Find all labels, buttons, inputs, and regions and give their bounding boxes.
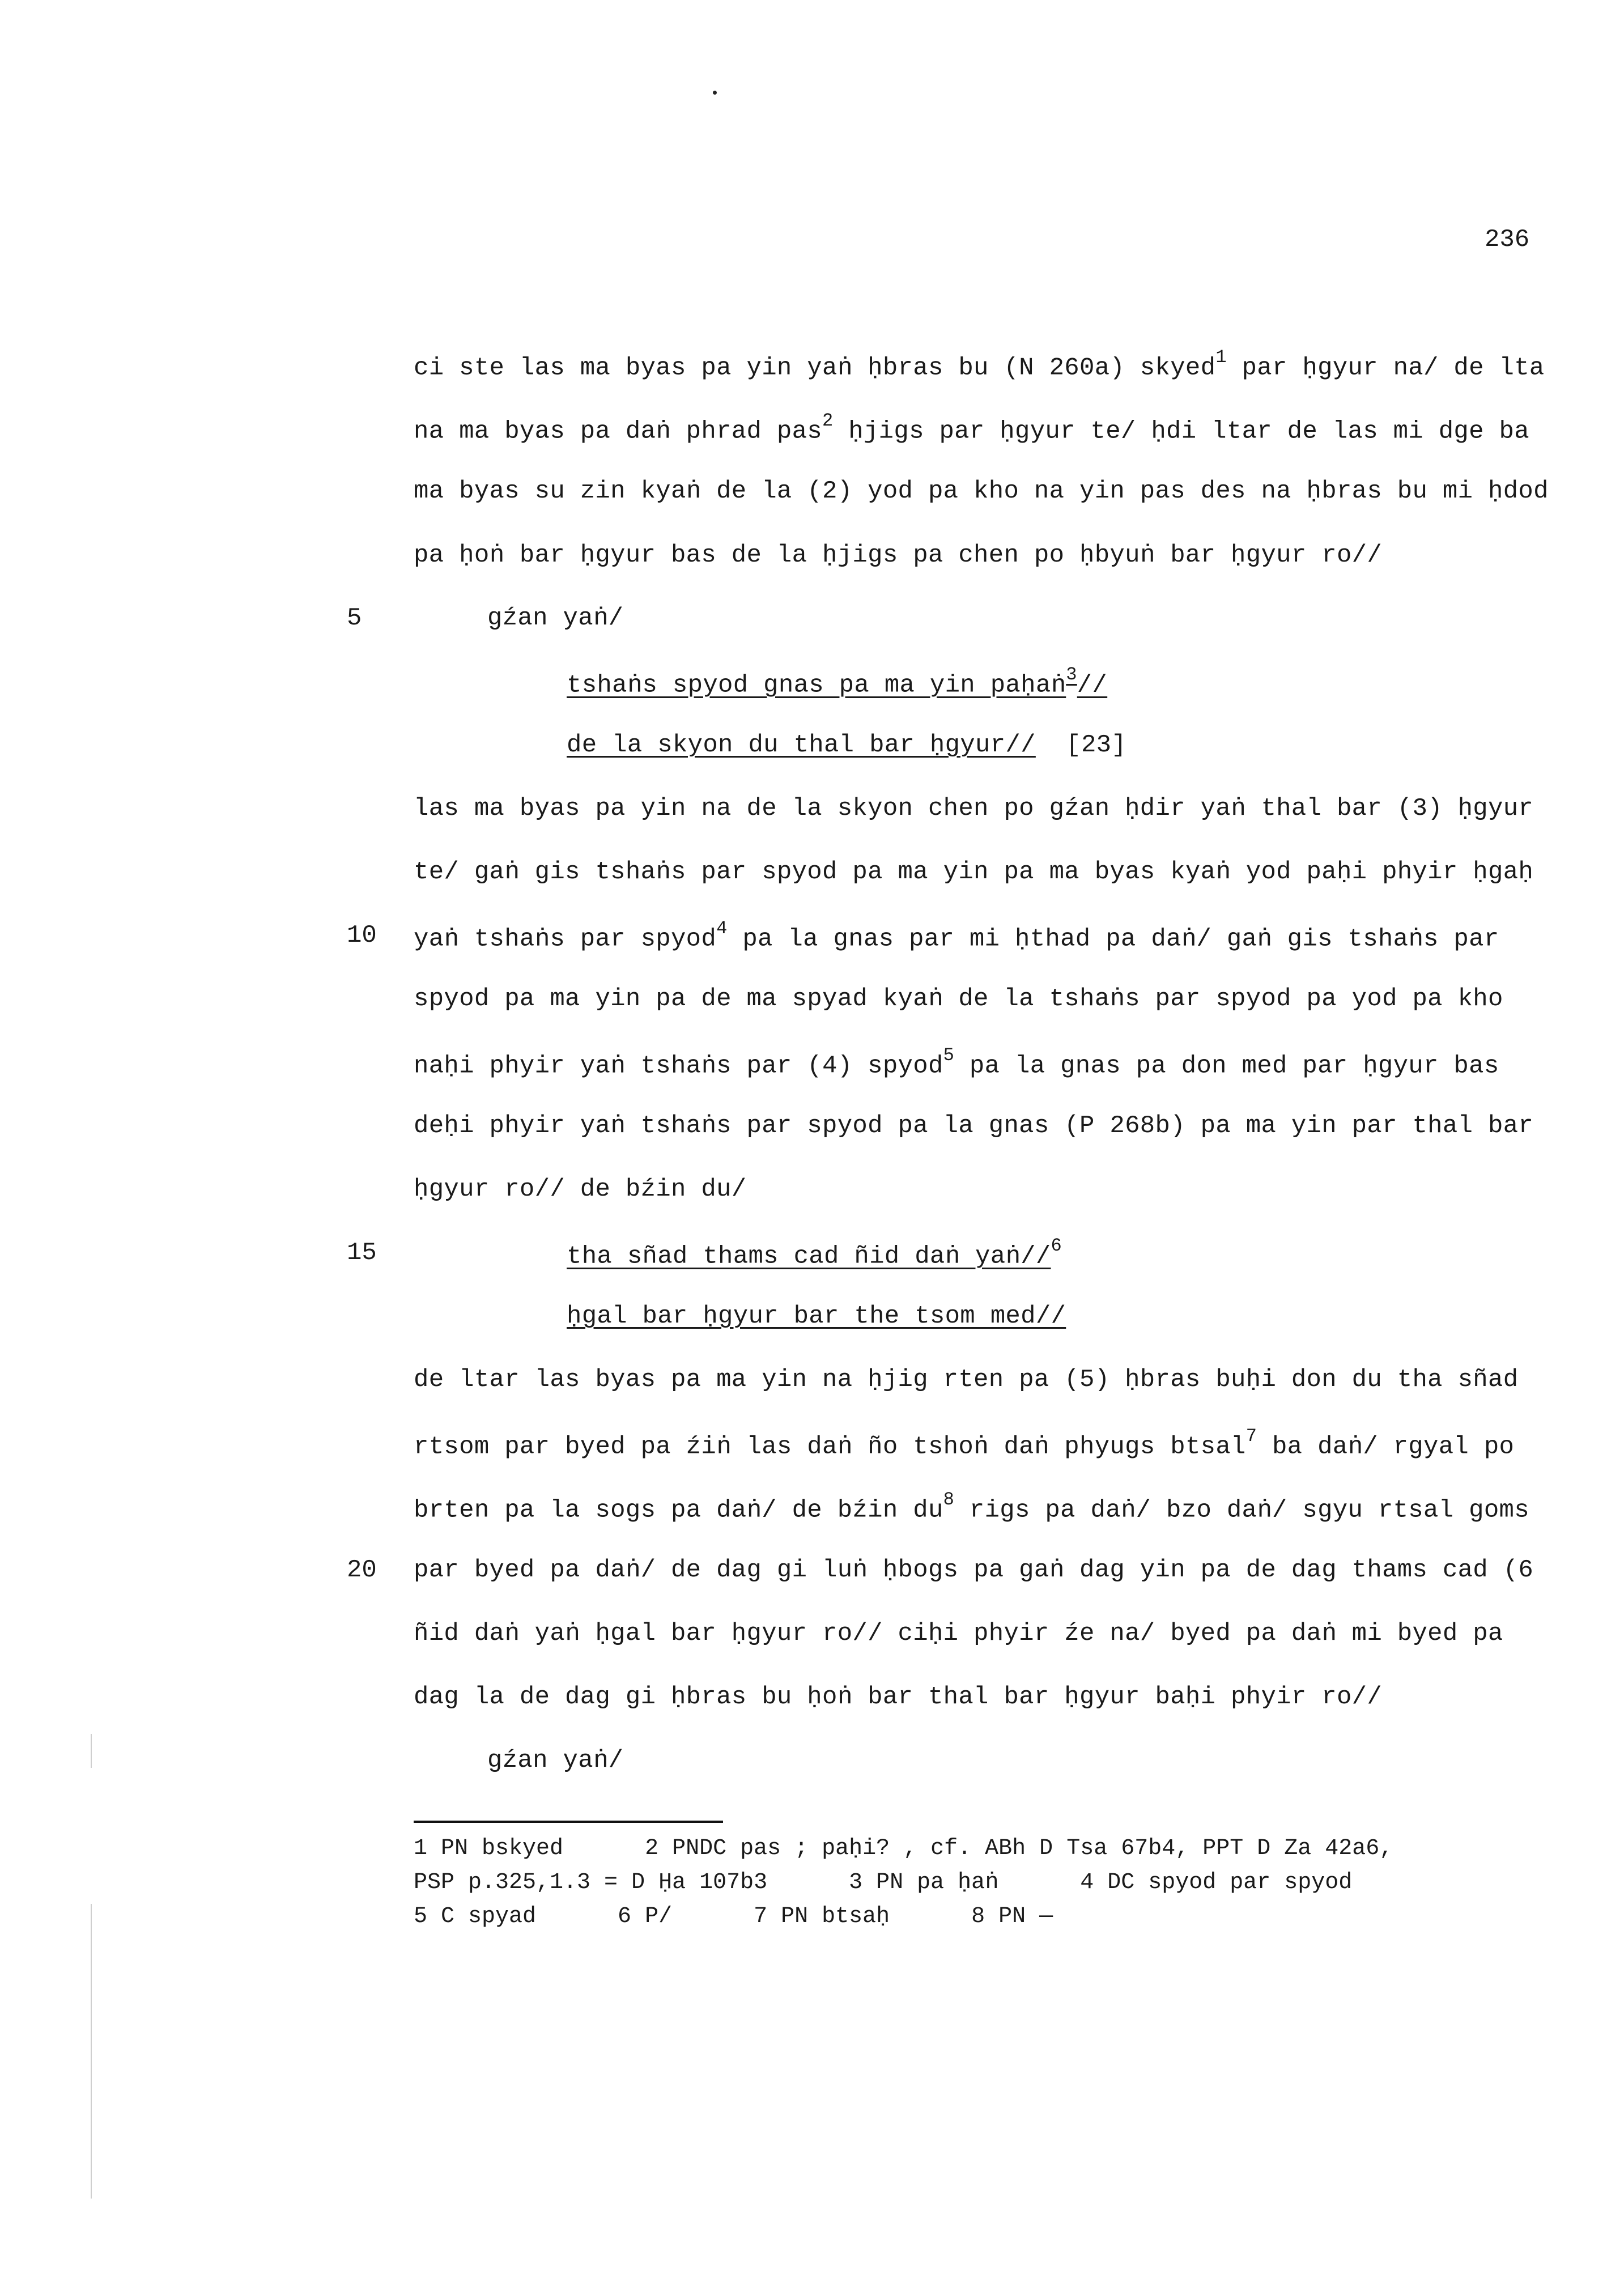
text-line: yaṅ tshaṅs par spyod$^4$ pa la gnas par mi ḥthad pa daṅ/ gaṅ gis tshaṅs par (414, 918, 1499, 954)
verse-line: ḥgal bar ḥgyur bar the tsom med// (567, 1302, 1066, 1330)
line-number: 5 (347, 604, 362, 632)
footnote-line: 5 C spyad 6 P/ 7 PN btsaḥ 8 PN — (414, 1904, 1053, 1929)
text-line: spyod pa ma yin pa de ma spyad kyaṅ de la tshaṅs par spyod pa yod pa kho (414, 985, 1503, 1013)
line-number: 10 (347, 921, 377, 950)
text-line: dag la de dag gi ḥbras bu ḥoṅ bar thal bar ḥgyur baḥi phyir ro// (414, 1683, 1383, 1711)
text-line: gźan yaṅ/ (487, 604, 624, 632)
text-line: na ma byas pa daṅ phrad pas$^2$ ḥjigs par ḥgyur te/ ḥdi ltar de las mi dge ba (414, 410, 1529, 446)
page-number: 236 (1485, 226, 1530, 254)
text-line: de ltar las byas pa ma yin na ḥjig rten pa (5) ḥbras buḥi don du tha sñad (414, 1366, 1519, 1394)
text-line: brten pa la sogs pa daṅ/ de bźin $du^8$ rigs pa daṅ/ bzo daṅ/ sgyu rtsal goms (414, 1489, 1529, 1525)
footnote-rule (414, 1821, 723, 1823)
text-line: gźan yaṅ/ (487, 1746, 624, 1775)
footnote-line: PSP p.325,1.3 = D Ḥa 107b3 3 PN pa ḥaṅ 4 DC spyod par spyod (414, 1870, 1353, 1895)
text-line: rtsom par byed pa źiṅ las daṅ ño tshoṅ daṅ phyugs btsal$^7$ ba daṅ/ rgyal po (414, 1426, 1515, 1461)
verse-line: de la skyon du thal bar ḥgyur// [23] (567, 731, 1127, 759)
text-line: ma byas su zin kyaṅ de la (2) yod pa kho na yin pas des na ḥbras bu mi ḥdod (414, 477, 1549, 505)
line-number: 20 (347, 1556, 377, 1584)
text-line: ḥgyur ro// de bźin du/ (414, 1175, 747, 1204)
text-line: ñid daṅ yaṅ ḥgal bar ḥgyur ro// ciḥi phyir źe na/ byed pa daṅ mi byed pa (414, 1619, 1503, 1648)
text-line: par byed pa daṅ/ de dag gi luṅ ḥbogs pa gaṅ dag yin pa de dag thams cad (6 (414, 1556, 1534, 1584)
text-line: naḥi phyir yaṅ tshaṅs par (4) spyod$^5$ pa la gnas pa don med par ḥgyur bas (414, 1045, 1499, 1081)
text-line: pa ḥoṅ bar ḥgyur bas de la ḥjigs pa chen po ḥbyuṅ bar ḥgyur ro// (414, 541, 1383, 569)
verse-line: tha sñad thams cad ñid daṅ yaṅ//$^6$ (567, 1235, 1062, 1271)
text-line: las ma byas pa yin na de la skyon chen po gźan ḥdir yaṅ thal bar (3) ḥgyur (414, 794, 1534, 823)
line-number: 15 (347, 1239, 377, 1267)
stray-dot (713, 91, 717, 95)
footnote-line: 1 PN bskyed 2 PNDC pas ; paḥi? , cf. ABh D Tsa 67b4, PPT D Za 42a6, (414, 1836, 1393, 1861)
text-line: te/ gaṅ gis tshaṅs par spyod pa ma yin pa ma byas kyaṅ yod paḥi phyir ḥgaḥ (414, 858, 1534, 886)
scan-edge-mark (91, 1734, 92, 1768)
verse-line: tshaṅs spyod gnas pa ma yin paḥaṅ$^3$// (567, 664, 1108, 700)
text-line: ci ste las ma byas pa yin yaṅ ḥbras bu (N 260a) skyed$^1$ par ḥgyur na/ de lta (414, 347, 1545, 382)
text-line: deḥi phyir yaṅ tshaṅs par spyod pa la gnas (P 268b) pa ma yin par thal bar (414, 1112, 1534, 1140)
scan-edge-mark (91, 1904, 92, 2199)
